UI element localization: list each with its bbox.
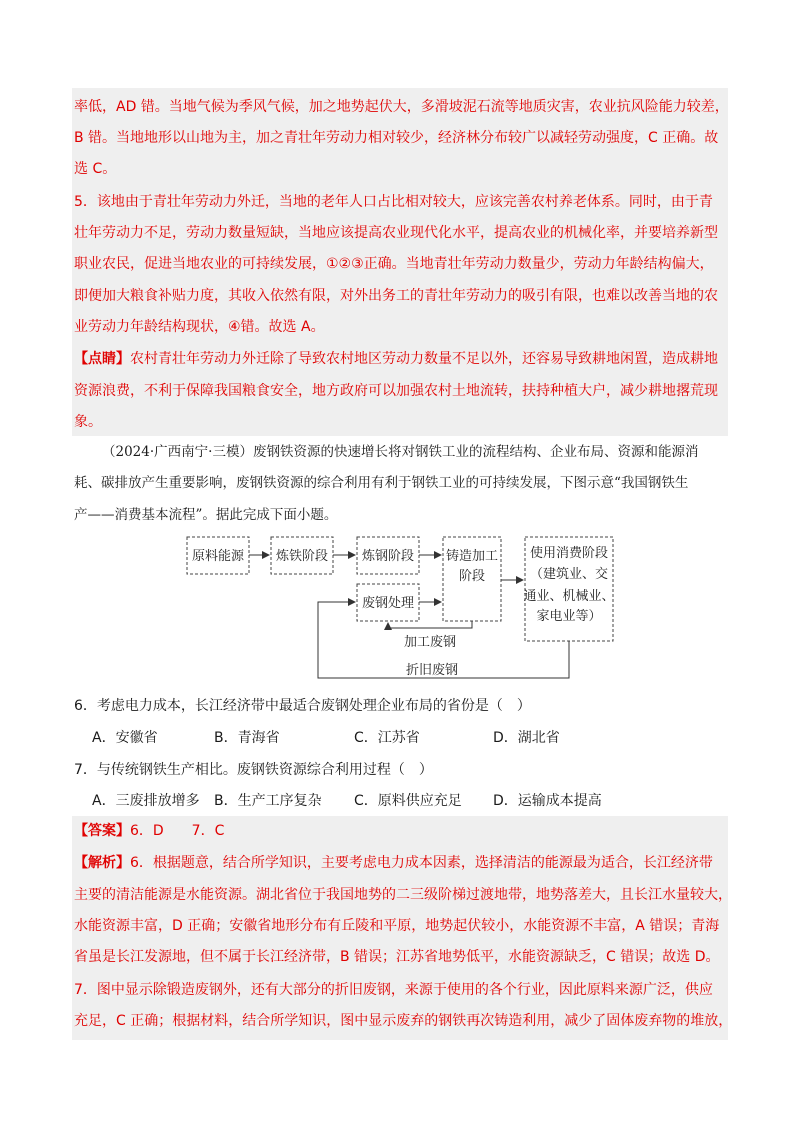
answer-line: 职业农民，促进当地农业的可持续发展，①②③正确。当地青壮年劳动力数量少，劳动力年龄结构偏大， (74, 256, 714, 272)
q7-option-b[interactable]: B．生产工序复杂 (214, 793, 322, 809)
analysis-line (74, 853, 713, 873)
consumption-label-2: （建筑业、交 (529, 567, 609, 582)
casting-label-2: 阶段 (458, 569, 486, 584)
answer-line: 壮年劳动力不足，劳动力数量短缺，当地应该提高农业现代化水平，提高农业的机械化率，并要培养新型 (74, 225, 718, 241)
q6-stem: 6．考虑电力成本，长江经济带中最适合废钢处理企业布局的省份是（ ） (74, 698, 531, 714)
ironmaking-label: 炼铁阶段 (275, 549, 329, 564)
tip-line (74, 349, 718, 369)
consumption-label-3: 通业、机械业、 (523, 589, 615, 604)
analysis-label: 【解析】 (74, 855, 130, 871)
q6-option-b[interactable]: B．青海省 (214, 730, 280, 746)
intro-line: （2024·广西南宁·三模）废钢铁资源的快速增长将对钢铁工业的流程结构、企业布局、资源和能源消 (102, 444, 699, 460)
intro-line: 耗、碳排放产生重要影响，废钢铁资源的综合利用有利于钢铁工业的可持续发展，下图示意“我国钢铁生 (74, 475, 689, 491)
tip-line: 资源浪费，不利于保障我国粮食安全，地方政府可以加强农村土地流转，扶持种植大户，减少耕地撂荒现 (74, 383, 718, 399)
intro-line: 产——消费基本流程”。据此完成下面小题。 (74, 507, 338, 523)
arrow-process-scrap (388, 621, 472, 628)
casting-label-1: 铸造加工 (445, 549, 499, 564)
answer-line: 即便加大粮食补贴力度，其收入依然有限，对外出务工的青壮年劳动力的吸引有限，也难以改善当地的农 (74, 288, 718, 304)
old-scrap-label: 折旧废钢 (405, 663, 459, 678)
analysis-line: 7．图中显示除锻造废钢外，还有大部分的折旧废钢，来源于使用的各个行业，因此原料来源广泛，供应 (74, 982, 713, 998)
q7-option-c[interactable]: C．原料供应充足 (354, 793, 462, 809)
analysis-line: 水能资源丰富，D 正确；安徽省地形分布有丘陵和平原，地势起伏较小，水能资源不丰富，A 错误；青海 (74, 918, 720, 934)
scrap-processing-label: 废钢处理 (361, 596, 415, 611)
answer-label: 【答案】 (74, 823, 130, 839)
answer-line (74, 821, 224, 841)
consumption-label-4: 家电业等） (536, 609, 602, 624)
tip-text: 农村青壮年劳动力外迁除了导致农村地区劳动力数量不足以外，还容易导致耕地闲置，造成耕地 (130, 351, 718, 367)
answer-line: B 错。当地地形以山地为主，加之青壮年劳动力相对较少，经济林分布较广以减轻劳动强度，C 正确。故 (74, 130, 719, 146)
q6-option-c[interactable]: C．江苏省 (354, 730, 420, 746)
answer-line: 5．该地由于青壮年劳动力外迁，当地的老年人口占比相对较大，应该完善农村养老体系。同时，由于青 (74, 194, 713, 210)
process-scrap-label: 加工废钢 (403, 635, 457, 650)
q7-option-a[interactable]: A．三废排放增多 (92, 793, 200, 809)
analysis-line: 主要的清洁能源是水能资源。湖北省位于我国地势的二三级阶梯过渡地带，地势落差大，且长江水量较大， (74, 887, 732, 903)
answer-line: 业劳动力年龄结构现状，④错。故选 A。 (74, 319, 325, 335)
q6-option-d[interactable]: D．湖北省 (493, 730, 560, 746)
raw-material-label: 原料能源 (191, 549, 245, 564)
q7-option-d[interactable]: D．运输成本提高 (493, 793, 602, 809)
answer-line: 选 C。 (74, 161, 117, 177)
steelmaking-label: 炼钢阶段 (361, 549, 415, 564)
q6-option-a[interactable]: A．安徽省 (92, 730, 158, 746)
tip-line: 象。 (74, 414, 102, 430)
q7-stem: 7．与传统钢铁生产相比。废钢铁资源综合利用过程（ ） (74, 762, 433, 778)
consumption-label-1: 使用消费阶段 (529, 546, 609, 561)
analysis-line: 省虽是长江发源地，但不属于长江经济带，B 错误；江苏省地势低平，水能资源缺乏，C 错误；故选 D。 (74, 949, 720, 965)
tip-label: 【点睛】 (74, 351, 130, 367)
steel-flow-diagram (0, 532, 800, 682)
answer-line: 率低，AD 错。当地气候为季风气候，加之地势起伏大，多滑坡泥石流等地质灾害，农业抗风险能力较差， (74, 99, 729, 115)
analysis-line: 充足，C 正确；根据材料，结合所学知识，图中显示废弃的钢铁再次铸造利用，减少了固体废弃物的堆放， (74, 1013, 733, 1029)
analysis-text: 6．根据题意，结合所学知识，主要考虑电力成本因素，选择清洁的能源最为适合，长江经济带 (130, 855, 713, 871)
answer-text: 6．D 7．C (130, 823, 225, 839)
